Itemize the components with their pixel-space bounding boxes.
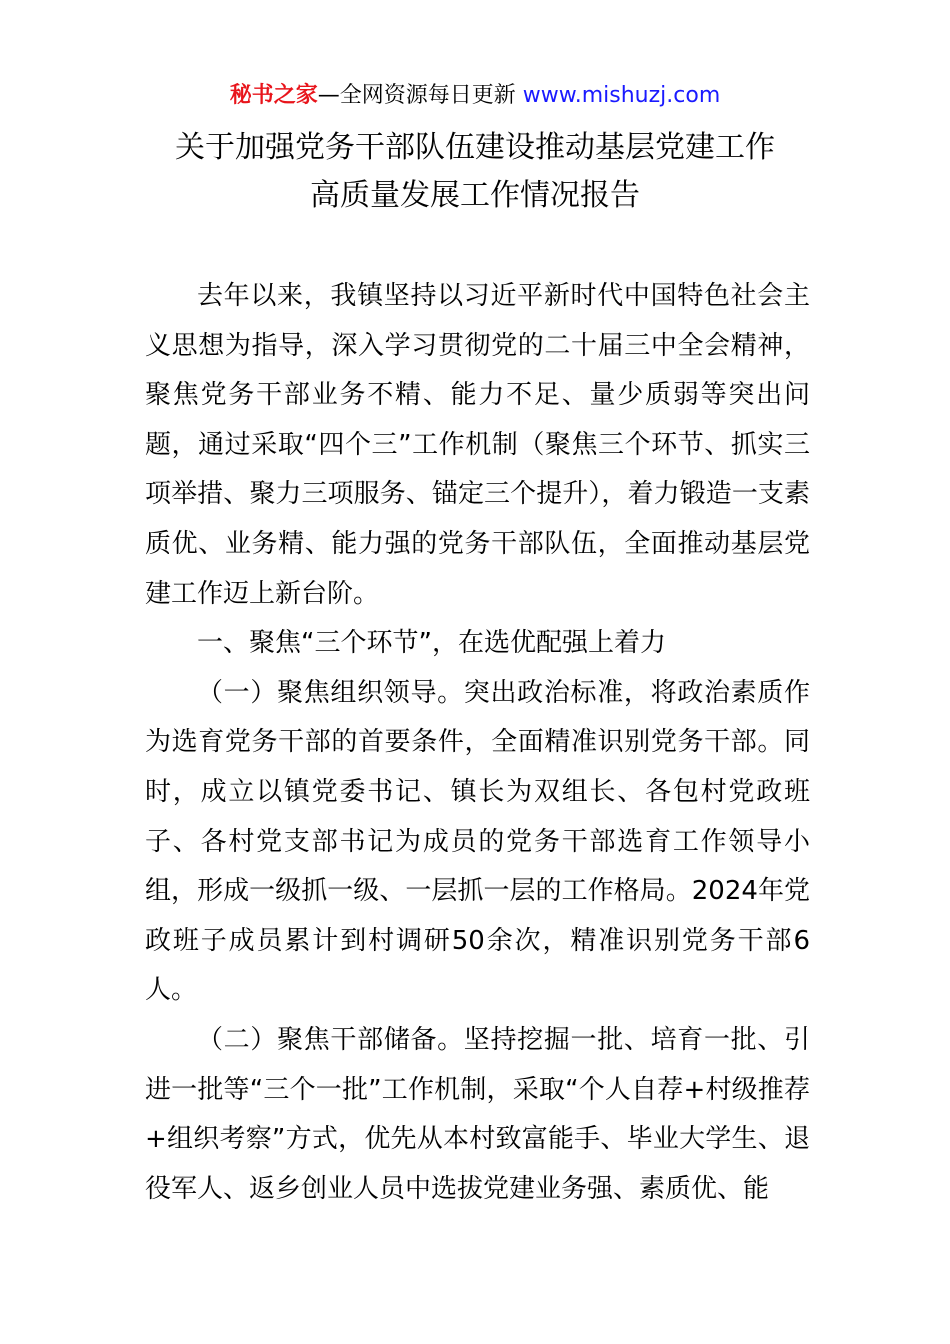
paragraph-subsection-1: （一）聚焦组织领导。突出政治标准，将政治素质作为选育党务干部的首要条件，全面精准识别党务干部。同时，成立以镇党委书记、镇长为双组长、各包村党政班子、各村党支部书记为成员的党务干部选育工作领导小组，形成一级抓一级、一层抓一层的工作格局。2024年党政班子成员累计到村调研50余次，精准识别党务干部6人。 [145,677,810,1006]
paragraph-intro: 去年以来，我镇坚持以习近平新时代中国特色社会主义思想为指导，深入学习贯彻党的二十届三中全会精神，聚焦党务干部业务不精、能力不足、量少质弱等突出问题，通过采取“四个三”工作机制（聚焦三个环节、抓实三项举措、聚力三项服务、锚定三个提升），着力锻造一支素质优、业务精、能力强的党务干部队伍，全面推动基层党建工作迈上新台阶。 [145,281,810,609]
site-url-link[interactable]: www.mishuzj.com [522,83,721,108]
title-line-1: 关于加强党务干部队伍建设推动基层党建工作 [175,130,775,165]
site-header [0,80,950,112]
header-tagline: —全网资源每日更新 [317,83,523,108]
section-heading-1: 一、聚焦“三个环节”，在选优配强上着力 [197,628,666,659]
title-line-2: 高质量发展工作情况报告 [310,178,640,213]
paragraph-subsection-2: （二）聚焦干部储备。坚持挖掘一批、培育一批、引进一批等“三个一批”工作机制，采取“个人自荐+村级推荐+组织考察”方式，优先从本村致富能手、毕业大学生、退役军人、返乡创业人员中选拔党建业务强、素质优、能 [145,1024,810,1204]
document-body [145,272,810,1214]
document-title [0,124,950,220]
brand-name: 秘书之家 [229,83,318,108]
